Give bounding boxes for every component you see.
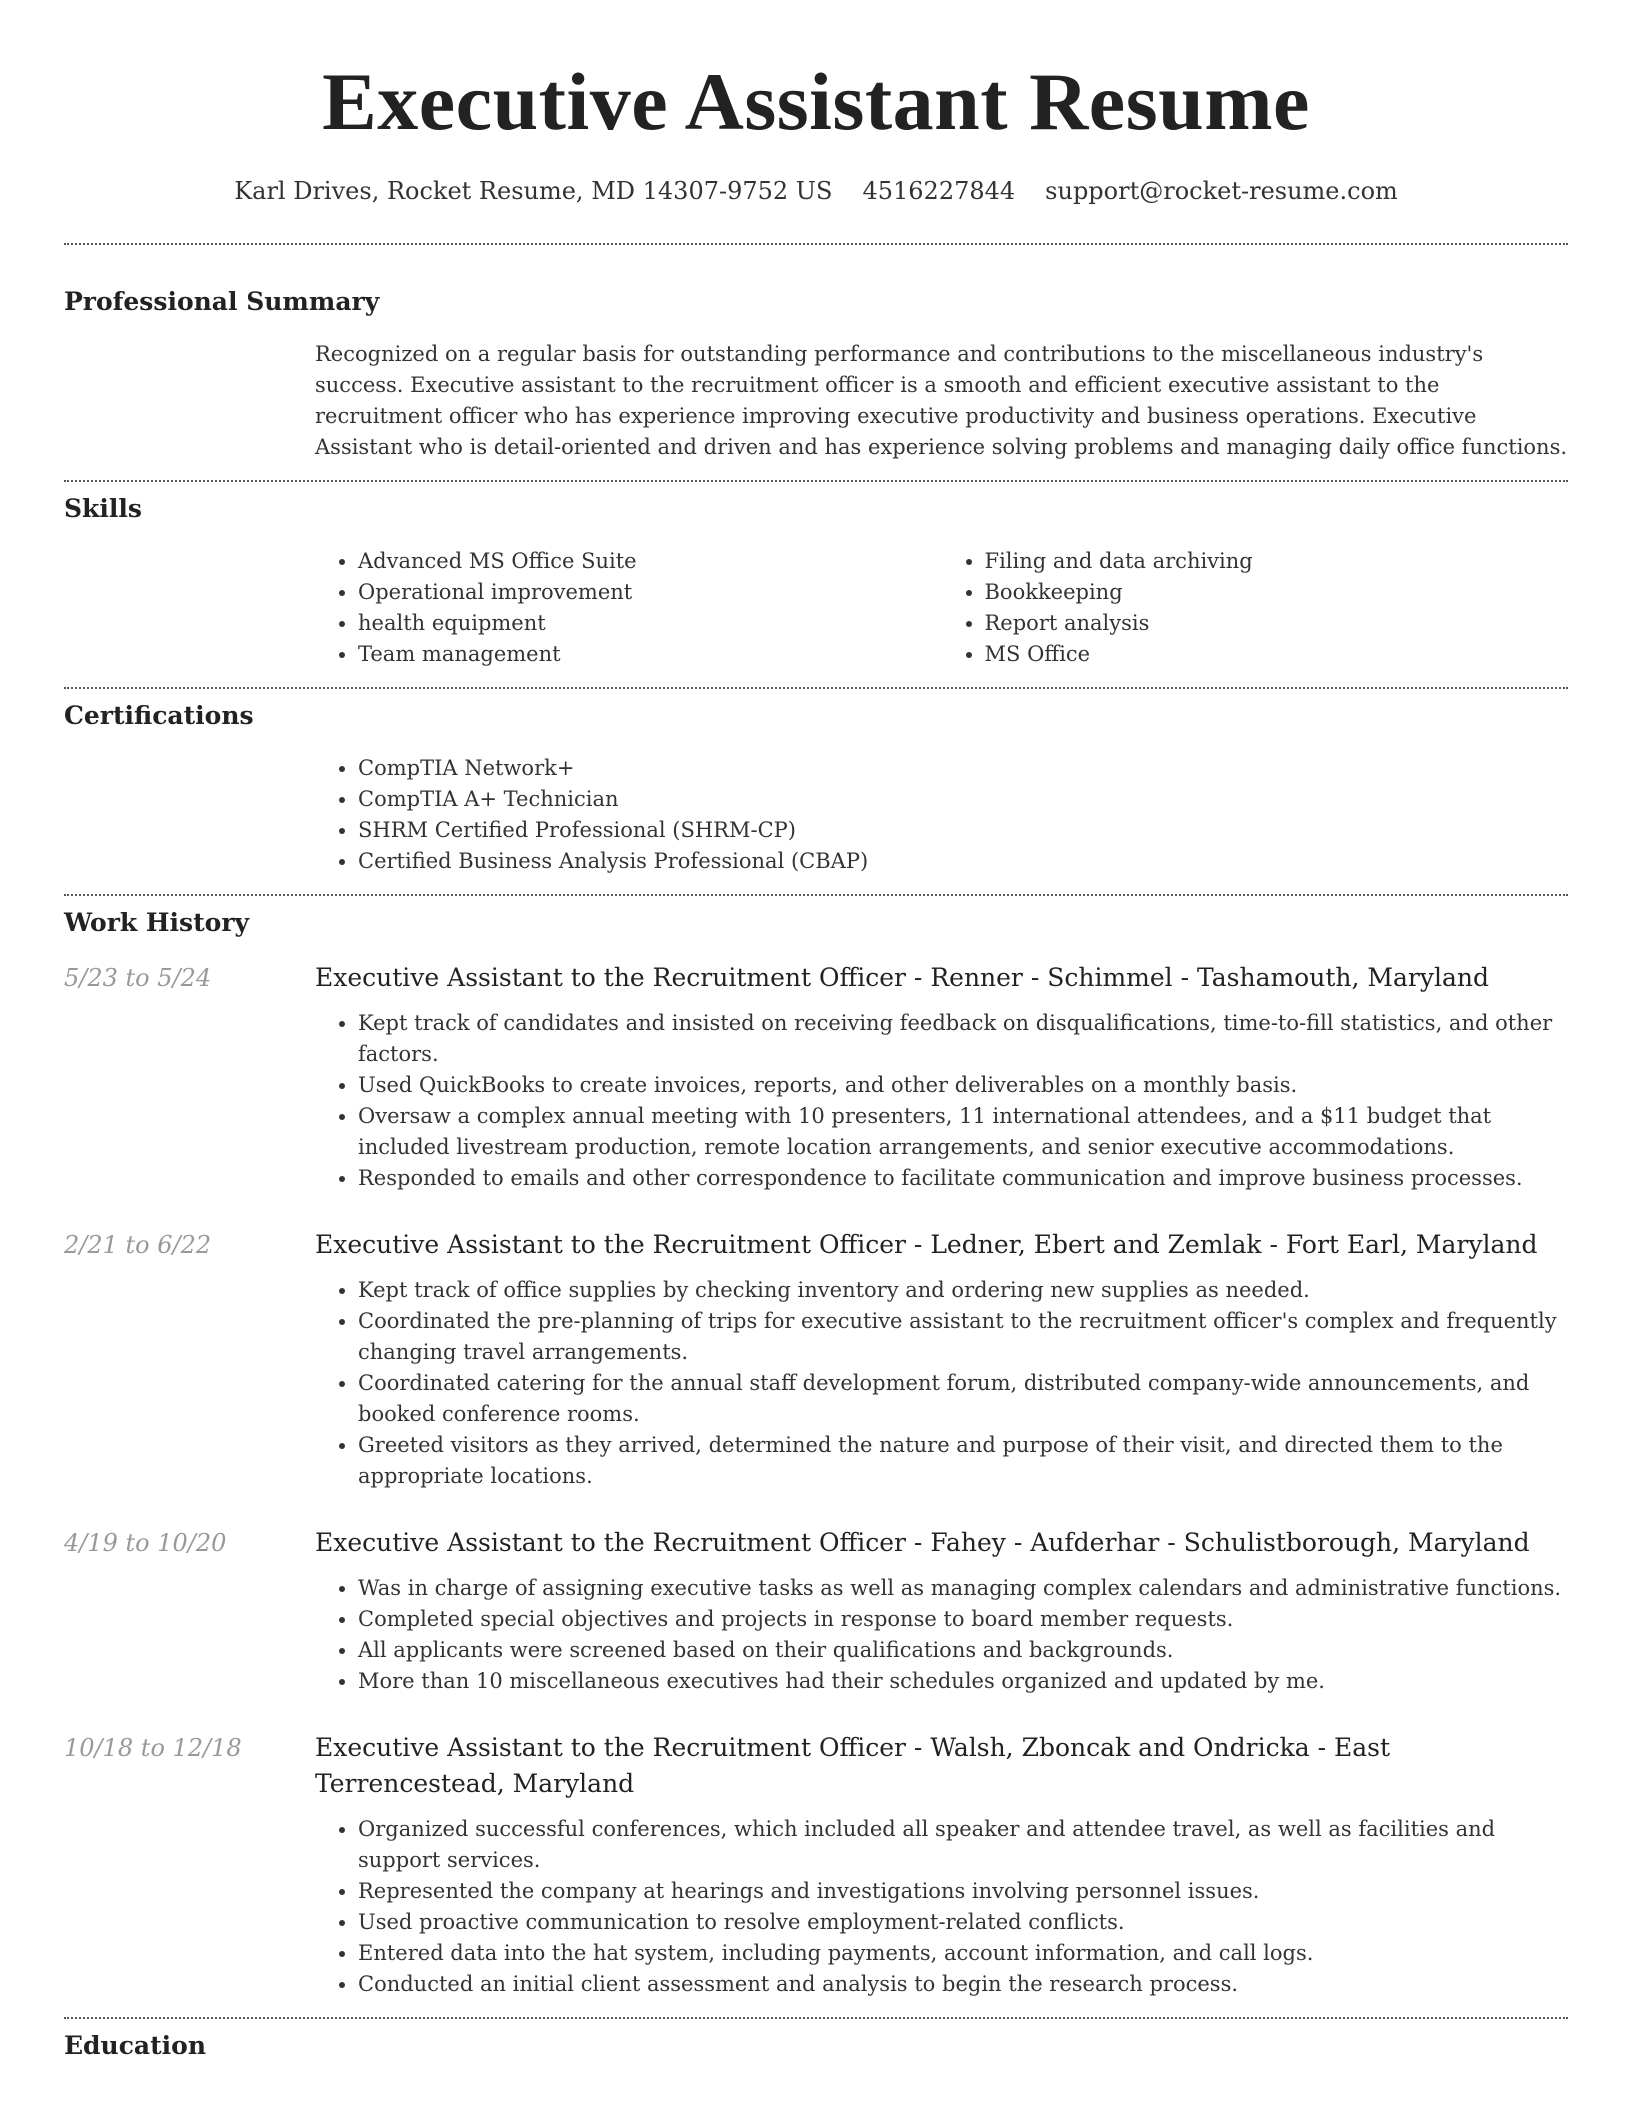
education-section: [64, 2029, 1568, 2063]
skill-item: • Operational improvement: [358, 577, 942, 608]
job-bullet: • Used proactive communication to resolve employment-related conflicts.: [358, 1907, 1568, 1938]
job-bullet: • All applicants were screened based on their qualifications and backgrounds.: [358, 1635, 1568, 1666]
contact-address: Karl Drives, Rocket Resume, MD 14307-9752 US: [234, 177, 833, 205]
professional-summary-section: [64, 285, 1568, 463]
certification-item: • Certified Business Analysis Professional (CBAP): [358, 846, 1568, 877]
job-bullet: • More than 10 miscellaneous executives had their schedules organized and updated by me.: [358, 1666, 1568, 1697]
certification-item: • CompTIA Network+: [358, 753, 1568, 784]
resume-page: [64, 0, 1568, 2063]
skills-column-left: [315, 546, 942, 670]
section-divider: [64, 2017, 1568, 2019]
skills-list: [315, 546, 1568, 670]
job-entry: [64, 1525, 1568, 1697]
job-entry: [64, 1227, 1568, 1492]
job-bullet: • Kept track of candidates and insisted on receiving feedback on disqualifications, time-to-fill statistics, and other factors.: [358, 1008, 1568, 1070]
section-heading: Certifications: [64, 701, 254, 730]
skill-item: • MS Office: [985, 639, 1569, 670]
skills-column-right: [942, 546, 1569, 670]
job-bullet: • Completed special objectives and projects in response to board member requests.: [358, 1604, 1568, 1635]
skill-item: • health equipment: [358, 608, 942, 639]
job-bullet: • Used QuickBooks to create invoices, reports, and other deliverables on a monthly basis.: [358, 1070, 1568, 1101]
job-dates: 4/19 to 10/20: [64, 1529, 227, 1557]
skill-item: • Advanced MS Office Suite: [358, 546, 942, 577]
contact-line: [64, 174, 1568, 208]
certifications-section: [64, 699, 1568, 877]
section-heading: Work History: [64, 908, 250, 937]
contact-email[interactable]: support@rocket-resume.com: [1045, 177, 1398, 205]
skill-item: • Filing and data archiving: [985, 546, 1569, 577]
section-heading: Education: [64, 2031, 207, 2060]
job-bullet: • Oversaw a complex annual meeting with 10 presenters, 11 international attendees, and a $11 budget that included livestream production, remote location arrangements, and senior executive accommodations.: [358, 1101, 1568, 1163]
skill-item: • Report analysis: [985, 608, 1569, 639]
resume-title: Executive Assistant Resume: [322, 56, 1310, 147]
section-divider: [64, 480, 1568, 482]
section-heading: Professional Summary: [64, 287, 380, 316]
job-bullet: • Coordinated the pre-planning of trips for executive assistant to the recruitment officer's complex and frequently changing travel arrangements.: [358, 1306, 1568, 1368]
job-dates: 10/18 to 12/18: [64, 1734, 242, 1762]
section-divider: [64, 687, 1568, 689]
job-title: Executive Assistant to the Recruitment Officer - Renner - Schimmel - Tashamouth, Maryland: [315, 963, 1489, 992]
job-bullet: • Conducted an initial client assessment and analysis to begin the research process.: [358, 1969, 1568, 2000]
job-bullet: • Was in charge of assigning executive tasks as well as managing complex calendars and administrative functions.: [358, 1573, 1568, 1604]
job-title: Executive Assistant to the Recruitment Officer - Ledner, Ebert and Zemlak - Fort Earl, Maryland: [315, 1230, 1538, 1259]
job-entry: [64, 1730, 1568, 2000]
job-title: Executive Assistant to the Recruitment Officer - Fahey - Aufderhar - Schulistborough, Maryland: [315, 1528, 1530, 1557]
section-divider: [64, 243, 1568, 245]
job-bullet: • Kept track of office supplies by checking inventory and ordering new supplies as needed.: [358, 1275, 1568, 1306]
contact-phone: 4516227844: [862, 177, 1016, 205]
job-title: Executive Assistant to the Recruitment Officer - Walsh, Zboncak and Ondricka - East Terrencestead, Maryland: [315, 1733, 1391, 1798]
job-entry: [64, 960, 1568, 1194]
job-bullet: • Represented the company at hearings and investigations involving personnel issues.: [358, 1876, 1568, 1907]
job-bullet: • Coordinated catering for the annual staff development forum, distributed company-wide announcements, and booked conference rooms.: [358, 1368, 1568, 1430]
job-dates: 2/21 to 6/22: [64, 1231, 212, 1259]
certification-item: • SHRM Certified Professional (SHRM-CP): [358, 815, 1568, 846]
skills-section: [64, 492, 1568, 670]
certifications-list: [315, 753, 1568, 877]
section-heading: Skills: [64, 494, 142, 523]
summary-text: Recognized on a regular basis for outstanding performance and contributions to the miscellaneous industry's success. Executive assistant to the recruitment officer is a smooth and efficient executive assistant to the recruitment officer who has experience improving executive productivity and business operations. Executive Assistant who is detail-oriented and driven and has experience solving problems and managing daily office functions.: [315, 342, 1568, 459]
job-dates: 5/23 to 5/24: [64, 964, 212, 992]
job-bullet: • Responded to emails and other correspondence to facilitate communication and improve business processes.: [358, 1163, 1568, 1194]
job-bullet: • Entered data into the hat system, including payments, account information, and call logs.: [358, 1938, 1568, 1969]
work-history-section: [64, 906, 1568, 2000]
skill-item: • Team management: [358, 639, 942, 670]
job-bullet: • Organized successful conferences, which included all speaker and attendee travel, as well as facilities and support services.: [358, 1814, 1568, 1876]
certification-item: • CompTIA A+ Technician: [358, 784, 1568, 815]
skill-item: • Bookkeeping: [985, 577, 1569, 608]
section-divider: [64, 894, 1568, 896]
job-bullet: • Greeted visitors as they arrived, determined the nature and purpose of their visit, and directed them to the appropriate locations.: [358, 1430, 1568, 1492]
